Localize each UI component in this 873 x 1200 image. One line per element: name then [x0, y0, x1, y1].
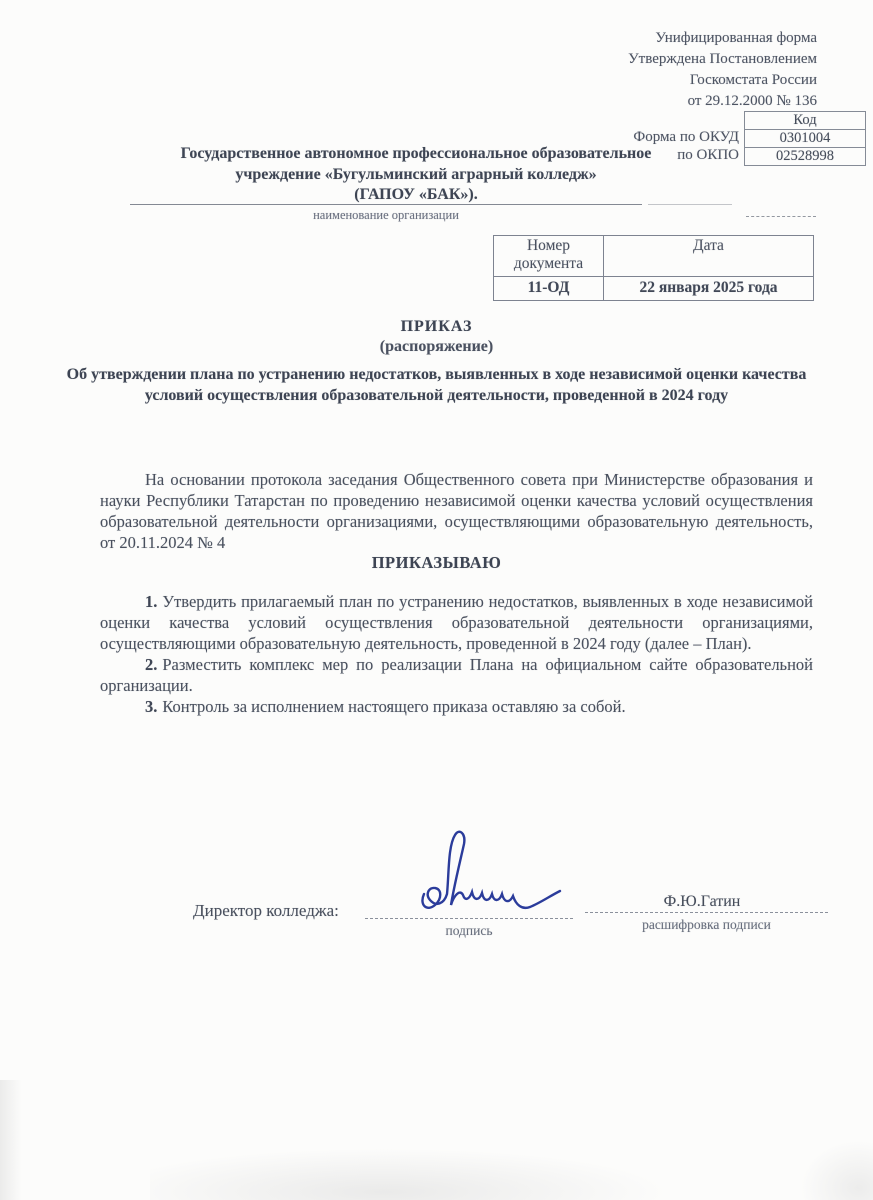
right-fill-line — [746, 216, 816, 217]
order-kind: (распоряжение) — [379, 338, 494, 355]
order-word: ПРИКАЗ — [400, 318, 473, 335]
approval-line: Госкомстата России — [689, 72, 817, 88]
org-name-line-2: учреждение «Бугульминский аграрный колледж» — [235, 165, 597, 183]
order-item-3 — [100, 696, 813, 717]
number-value-cell: 11-ОД — [494, 277, 604, 300]
item-number: 2. — [145, 655, 158, 674]
org-name-line-1: Государственное автономное профессиональное образовательное — [180, 145, 652, 162]
okud-label: Форма по ОКУД — [633, 129, 739, 145]
order-subject: Об утверждении плана по устранению недостатков, выявленных в ходе независимой оценки качества условий осуществления образовательной деятельности, проведенной в 2024 году — [66, 366, 807, 404]
signature-role-label: Директор колледжа: — [193, 901, 339, 920]
order-items — [100, 591, 813, 717]
director-signature-ink — [414, 830, 568, 918]
code-header-cell: Код — [793, 112, 817, 128]
item-number: 3. — [145, 697, 158, 716]
okud-value-cell: 0301004 — [745, 129, 865, 147]
approval-line: Утверждена Постановлением — [628, 51, 817, 67]
scan-smudge — [800, 1140, 873, 1200]
code-table — [744, 111, 866, 166]
item-number: 1. — [145, 592, 158, 611]
approval-line: от 29.12.2000 № 136 — [687, 93, 817, 109]
scan-smudge — [0, 1080, 22, 1200]
item-text: Утвердить прилагаемый план по устранению недостатков, выявленных в ходе независимой оценки качества условий осуществления образовательной деятельности организациями, осуществляющими образовательную деятельность, проведенной в 2024 году (далее – План). — [100, 592, 813, 653]
org-name-underline-continuation — [648, 204, 732, 205]
item-text: Разместить комплекс мер по реализации Плана на официальном сайте образовательной организации. — [100, 655, 813, 695]
signature-line — [365, 918, 573, 919]
org-name-caption: наименование организации — [313, 208, 459, 222]
org-name-underline — [130, 204, 642, 205]
order-item-1 — [100, 591, 813, 654]
order-item-2 — [100, 654, 813, 696]
signature-caption: подпись — [445, 923, 493, 938]
resolution-word: ПРИКАЗЫВАЮ — [371, 553, 502, 572]
document-meta-table — [493, 235, 814, 301]
org-name-line-3: (ГАПОУ «БАК»). — [354, 186, 478, 203]
date-header-cell: Дата — [604, 236, 813, 277]
scan-smudge — [150, 1148, 670, 1200]
item-text: Контроль за исполнением настоящего приказа оставляю за собой. — [162, 697, 626, 716]
number-header-cell: Номер документа — [494, 236, 604, 277]
okpo-value-cell: 02528998 — [745, 147, 865, 165]
date-value-cell: 22 января 2025 года — [639, 279, 778, 296]
approval-line: Унифицированная форма — [655, 30, 817, 46]
order-heading — [60, 317, 813, 406]
organization-name — [92, 144, 740, 206]
okpo-label: по ОКПО — [677, 147, 739, 163]
signature-name-line — [585, 912, 828, 913]
approval-block — [487, 28, 817, 112]
intro-paragraph: На основании протокола заседания Общественного совета при Министерстве образования и науки Республики Татарстан по проведению независимой оценки качества условий осуществления образовательной деятельности организациями, осуществляющими образовательную деятельность, от 20.11.2024 № 4 — [100, 469, 813, 552]
signature-name: Ф.Ю.Гатин — [663, 893, 741, 910]
signature-name-caption: расшифровка подписи — [642, 917, 771, 932]
